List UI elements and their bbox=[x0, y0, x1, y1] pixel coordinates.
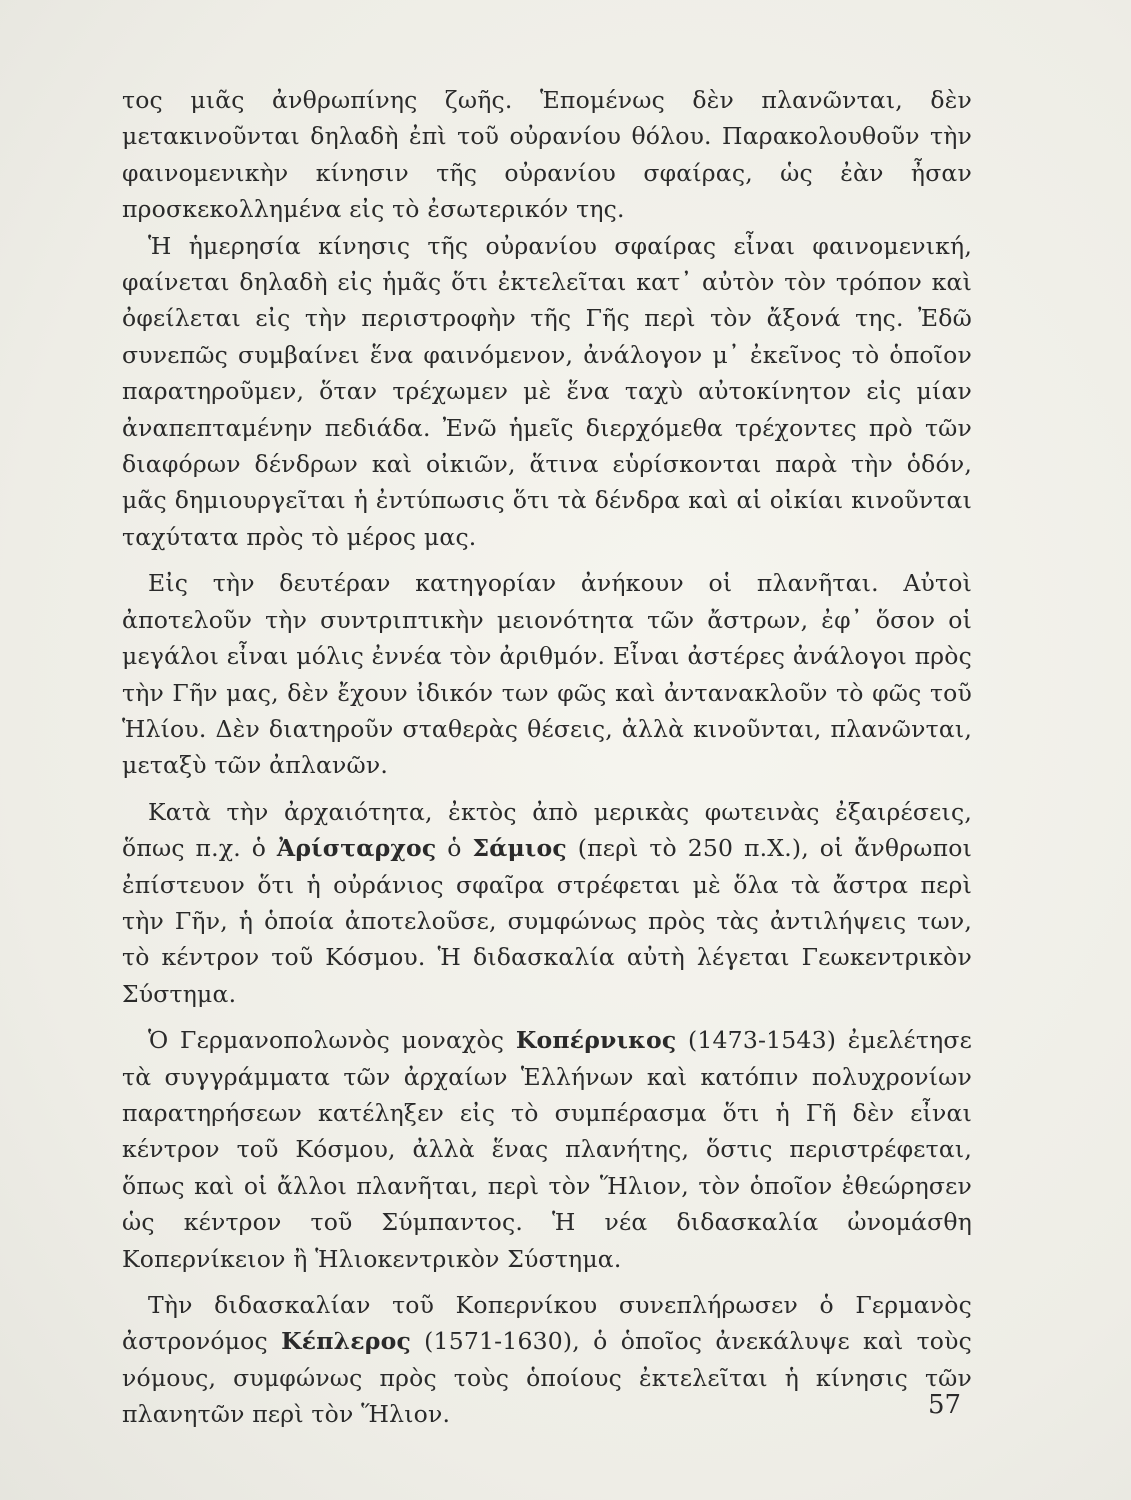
name-copernicus: Κοπέρνικος bbox=[515, 1026, 677, 1055]
paragraph-text: Ἡ ἡμερησία κίνησις τῆς οὐρανίου σφαίρας εἶναι φαινομενική, φαίνεται δηλαδὴ εἰς ἡμᾶς ὅτι ἐκτελεῖται κατ᾽ αὐτὸν τὸν τρόπον καὶ ὀφείλεται εἰς τὴν περιστροφὴν τῆς Γῆς περὶ τὸν ἄξονά της. Ἐδῶ συνεπῶς συμβαίνει ἕνα φαινόμενον, ἀνάλογον μ᾽ ἐκεῖνος τὸ ὁποῖον παρατηροῦμεν, ὅταν τρέχωμεν μὲ ἕνα ταχὺ αὐτοκίνητον εἰς μίαν ἀναπεπταμένην πεδιάδα. Ἐνῶ ἡμεῖς διερχόμεθα τρέχοντες πρὸ τῶν διαφόρων δένδρων καὶ οἰκιῶν, ἅτινα εὑρίσκονται παρὰ τὴν ὁδόν, μᾶς δημιουργεῖται ἡ ἐντύπωσις ὅτι τὰ δένδρα καὶ αἱ οἰκίαι κινοῦνται ταχύτατα πρὸς τὸ μέρος μας. bbox=[122, 231, 972, 551]
paragraph-geocentric bbox=[122, 794, 972, 1012]
name-kepler: Κέπλερος bbox=[281, 1327, 411, 1356]
paragraph-text-end: (περὶ τὸ 250 π.Χ.), οἱ ἄνθρωποι ἐπίστευον ὅτι ἡ οὐράνιος σφαῖρα στρέφεται μὲ ὅλα τὰ ἄστρα περὶ τὴν Γῆν, ἡ ὁποία ἀποτελοῦσε, συμφώνως πρὸς τὰς ἀντιλήψεις των, τὸ κέντρον τοῦ Κόσμου. Ἡ διδασκαλία αὐτὴ λέγεται Γεωκεντρικὸν Σύστημα. bbox=[122, 834, 972, 1008]
paragraph-daily-motion bbox=[122, 228, 972, 556]
name-samios: Σάμιος bbox=[472, 834, 567, 863]
paragraph-text-start: Ὁ Γερμανοπολωνὸς μοναχὸς bbox=[148, 1026, 516, 1055]
paragraph-text-middle: ὁ bbox=[436, 834, 473, 863]
paragraph-text: τος μιᾶς ἀνθρωπίνης ζωῆς. Ἑπομένως δὲν πλανῶνται, δὲν μετακινοῦνται δηλαδὴ ἐπὶ τοῦ οὐρανίου θόλου. Παρακολουθοῦν τὴν φαινομενικὴν κίνησιν τῆς οὐρανίου σφαίρας, ὡς ἐὰν ἦσαν προσκεκολλημένα εἰς τὸ ἐσωτερικόν της. bbox=[122, 86, 972, 224]
paragraph-text: Εἰς τὴν δευτέραν κατηγορίαν ἀνήκουν οἱ πλανῆται. Αὐτοὶ ἀποτελοῦν τὴν συντριπτικὴν μειονότητα τῶν ἄστρων, ἐφ᾽ ὅσον οἱ μεγάλοι εἶναι μόλις ἐννέα τὸν ἀριθμόν. Εἶναι ἀστέρες ἀνάλογοι πρὸς τὴν Γῆν μας, δὲν ἔχουν ἰδικόν των φῶς καὶ ἀντανακλοῦν τὸ φῶς τοῦ Ἡλίου. Δὲν διατηροῦν σταθερὰς θέσεις, ἀλλὰ κινοῦνται, πλανῶνται, μεταξὺ τῶν ἀπλανῶν. bbox=[122, 569, 972, 780]
name-aristarchus: Ἀρίσταρχος bbox=[276, 834, 437, 863]
paragraph-text-end: (1571-1630), ὁ ὁποῖος ἀνεκάλυψε καὶ τοὺς νόμους, συμφώνως πρὸς τοὺς ὁποίους ἐκτελεῖται ἡ κίνησις τῶν πλανητῶν περὶ τὸν Ἥλιον. bbox=[122, 1327, 972, 1429]
paragraph-text-start: Κατὰ τὴν ἀρχαιότητα, ἐκτὸς ἀπὸ μερικὰς φωτεινὰς ἐξαιρέσεις, ὅπως π.χ. ὁ bbox=[122, 797, 972, 863]
body-text bbox=[122, 82, 972, 1433]
paragraph-kepler bbox=[122, 1287, 972, 1433]
paragraph-continuation bbox=[122, 82, 972, 228]
page-number: 57 bbox=[928, 1390, 962, 1420]
paragraph-text-start: Τὴν διδασκαλίαν τοῦ Κοπερνίκου συνεπλήρωσεν ὁ Γερμανὸς ἀστρονόμος bbox=[122, 1291, 972, 1356]
paragraph-copernicus bbox=[122, 1022, 972, 1277]
paragraph-planets bbox=[122, 565, 972, 783]
paragraph-text-end: (1473-1543) ἐμελέτησε τὰ συγγράμματα τῶν ἀρχαίων Ἑλλήνων καὶ κατόπιν πολυχρονίων παρατηρήσεων κατέληξεν εἰς τὸ συμπέρασμα ὅτι ἡ Γῆ δὲν εἶναι κέντρον τοῦ Κόσμου, ἀλλὰ ἕνας πλανήτης, ὅστις περιστρέφεται, ὅπως καὶ οἱ ἄλλοι πλανῆται, περὶ τὸν Ἥλιον, τὸν ὁποῖον ἐθεώρησεν ὡς κέντρον τοῦ Σύμπαντος. Ἡ νέα διδασκαλία ὠνομάσθη Κοπερνίκειον ἢ Ἡλιοκεντρικὸν Σύστημα. bbox=[122, 1026, 972, 1273]
